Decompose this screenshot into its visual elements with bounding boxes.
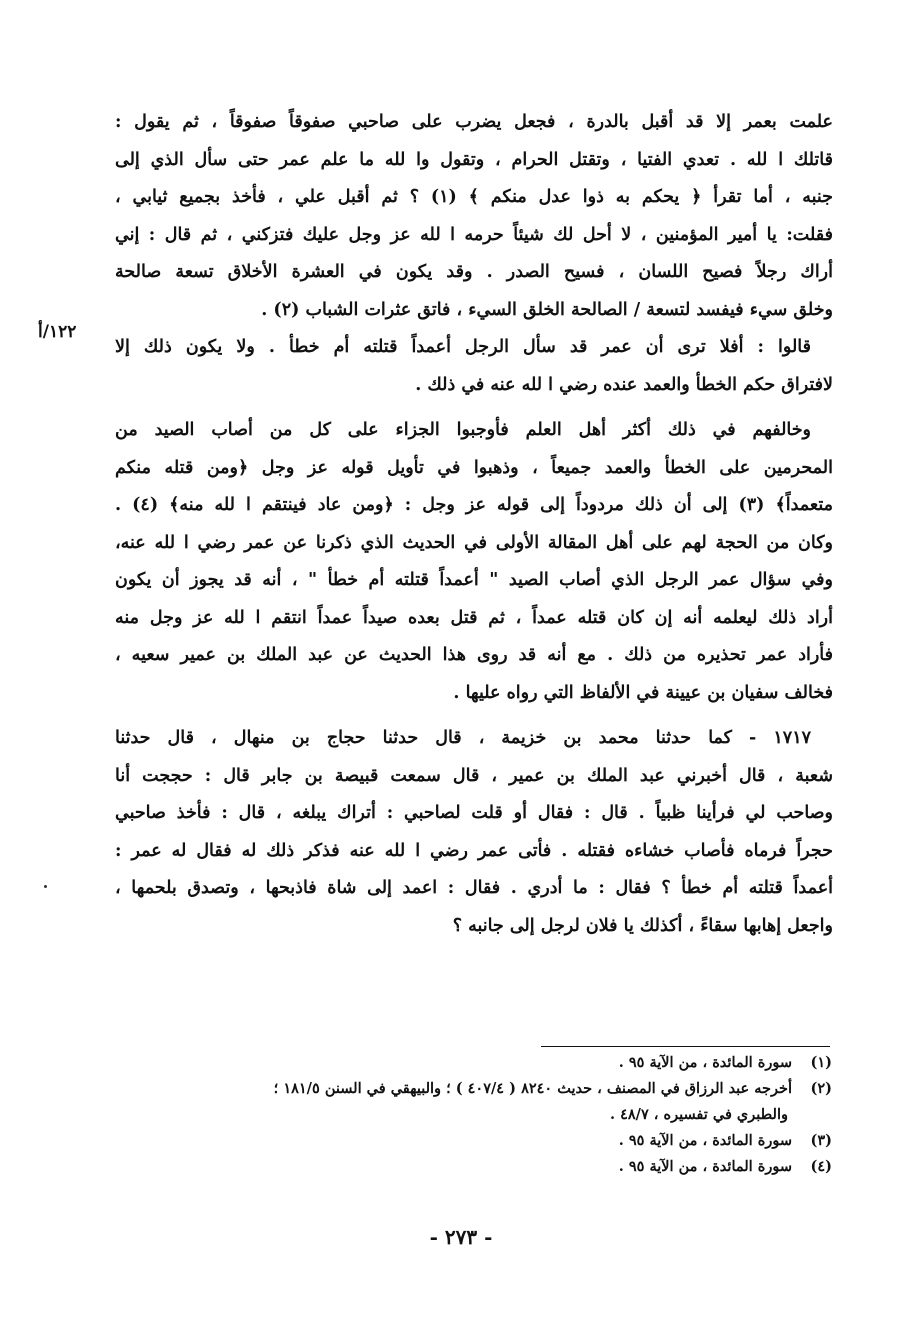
text-line: وكان من الحجة لهم على أهل المقالة الأولى في الحديث الذي ذكرنا عن عمر رضي ا لله عنه، bbox=[115, 532, 833, 553]
text-line: فخالف سفيان بن عيينة في الألفاظ التي رواه عليها . bbox=[453, 682, 833, 703]
text-line: جنبه ، أما تقرأ ﴿ يحكم به ذوا عدل منكم ﴾ (١) ؟ ثم أقبل علي ، فأخذ بجميع ثيابي ، bbox=[115, 187, 833, 207]
footnote-number: (٢) bbox=[810, 1080, 832, 1097]
text-line: حجراً فرماه فأصاب خشاءه فقتله . فأتى عمر رضي ا لله عنه فذكر ذلك له فقال له عمر : bbox=[115, 840, 833, 861]
text-line: متعمداً﴾ (٣) إلى أن ذلك مردوداً إلى قوله عز وجل : ﴿ومن عاد فينتقم ا لله منه﴾ (٤) . bbox=[115, 495, 833, 515]
footnote-number: (٣) bbox=[810, 1132, 832, 1149]
text-line: وفي سؤال عمر الرجل الذي أصاب الصيد " أعمداً قتلته أم خطأ " ، أنه قد يجوز أن يكون bbox=[115, 570, 833, 590]
footnote bbox=[112, 1154, 832, 1180]
text-line: لافتراق حكم الخطأ والعمد عنده رضي ا لله عنه في ذلك . bbox=[415, 374, 833, 395]
text-line: المحرمين على الخطأ والعمد جميعاً ، وذهبوا في تأويل قوله عز وجل ﴿ومن قتله منكم bbox=[115, 457, 833, 478]
footnote-text: سورة المائدة ، من الآية ٩٥ . bbox=[618, 1158, 792, 1175]
footnote bbox=[112, 1076, 832, 1102]
text-line: قاتلك ا لله . تعدي الفتيا ، وتقتل الحرام ، وتقول وا لله ما علم عمر حتى سأل الذي إلى bbox=[115, 149, 833, 170]
footnote-text: والطبري في تفسيره ، ٤٨/٧ . bbox=[609, 1106, 788, 1123]
text-line: واجعل إهابها سقاءً ، أكذلك يا فلان لرجل إلى جانبه ؟ bbox=[452, 915, 833, 936]
footnote-text: أخرجه عبد الرزاق في المصنف ، حديث ٨٢٤٠ ( ٤٠٧/٤ ) ؛ والبيهقي في السنن ١٨١/٥ ؛ bbox=[273, 1080, 792, 1097]
text-line: فأراد عمر تحذيره من ذلك . مع أنه قد روى هذا الحديث عن عبد الملك بن عمير سعيه ، bbox=[115, 645, 833, 665]
text-line: أعمداً قتلته أم خطأ ؟ فقال : ما أدري . فقال : اعمد إلى شاة فاذبحها ، وتصدق بلحمها ، bbox=[115, 878, 833, 898]
footnote-text: سورة المائدة ، من الآية ٩٥ . bbox=[618, 1054, 792, 1071]
margin-dot bbox=[44, 885, 47, 888]
footnote-continuation bbox=[112, 1102, 832, 1128]
footnote bbox=[112, 1050, 832, 1076]
main-text bbox=[115, 104, 833, 945]
manuscript-folio-marker: ١٢٢/أ bbox=[38, 322, 77, 342]
footnote-text: سورة المائدة ، من الآية ٩٥ . bbox=[618, 1132, 792, 1149]
footnote-number: (٤) bbox=[810, 1158, 832, 1175]
footnote-separator bbox=[541, 1046, 830, 1047]
footnote-number: (١) bbox=[810, 1054, 832, 1071]
page-number: - ٢٧٣ - bbox=[429, 1225, 493, 1249]
text-line: قالوا : أفلا ترى أن عمر قد سأل الرجل أعمداً قتلته أم خطأ . ولا يكون ذلك إلا bbox=[115, 337, 811, 357]
text-line: وخلق سيء فيفسد لتسعة / الصالحة الخلق السيء ، فاتق عثرات الشباب (٢) . bbox=[261, 299, 833, 320]
text-line: شعبة ، قال أخبرني عبد الملك بن عمير ، قال سمعت قبيصة بن جابر قال : حججت أنا bbox=[115, 765, 833, 786]
text-line: علمت بعمر إلا قد أقبل بالدرة ، فجعل يضرب على صاحبي صفوقاً صفوقاً ، ثم يقول : bbox=[115, 112, 833, 132]
text-line: وصاحب لي فرأينا ظبياً . قال : فقال أو قلت لصاحبي : أتراك يبلغه ، قال : فأخذ صاحبي bbox=[115, 803, 833, 823]
hadith-number-line: ١٧١٧ - كما حدثنا محمد بن خزيمة ، قال حدثنا حجاج بن منهال ، قال حدثنا bbox=[115, 728, 811, 748]
text-line: فقلت: يا أمير المؤمنين ، لا أحل لك شيئاً حرمه ا لله عز وجل عليك فتزكني ، ثم قال : إني bbox=[115, 224, 833, 245]
footnote bbox=[112, 1128, 832, 1154]
footnotes bbox=[112, 1050, 832, 1180]
text-line: أراك رجلاً فصيح اللسان ، فسيح الصدر . وقد يكون في العشرة الأخلاق تسعة صالحة bbox=[115, 262, 833, 282]
text-line: أراد ذلك ليعلمه أنه إن كان قتله عمداً ، ثم قتل بعده صيداً عمداً انتقم ا لله عز وجل منه bbox=[115, 607, 833, 628]
text-line: وخالفهم في ذلك أكثر أهل العلم فأوجبوا الجزاء على كل من أصاب الصيد من bbox=[115, 420, 811, 440]
